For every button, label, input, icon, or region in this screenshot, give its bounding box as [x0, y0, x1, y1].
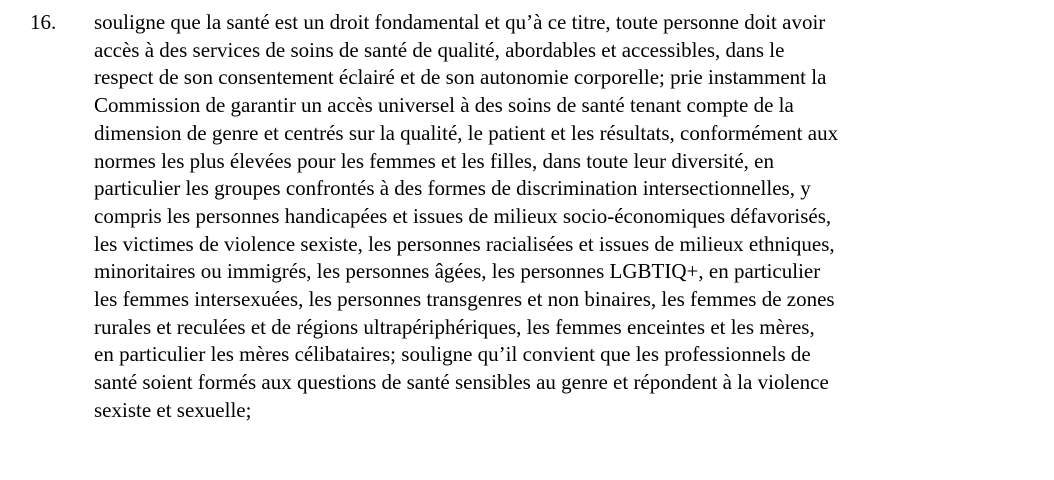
text-line: dimension de genre et centrés sur la qualité, le patient et les résultats, conformément aux [94, 120, 839, 145]
text-line: particulier les groupes confrontés à des formes de discrimination intersectionnelles, y [94, 176, 811, 201]
text-line: les victimes de violence sexiste, les personnes racialisées et issues de milieux ethniques, [94, 231, 835, 256]
text-line: normes les plus élevées pour les femmes et les filles, dans toute leur diversité, en [94, 148, 774, 173]
text-line: minoritaires ou immigrés, les personnes âgées, les personnes LGBTIQ+, en particulier [94, 259, 821, 284]
text-line: Commission de garantir un accès universel à des soins de santé tenant compte de la [94, 93, 794, 118]
paragraph-text [94, 9, 994, 425]
text-line: rurales et reculées et de régions ultrapériphériques, les femmes enceintes et les mères, [94, 314, 815, 339]
paragraph-number: 16. [30, 10, 57, 34]
text-line: respect de son consentement éclairé et de son autonomie corporelle; prie instamment la [94, 65, 827, 90]
text-line: compris les personnes handicapées et issues de milieux socio-économiques défavorisés, [94, 203, 832, 228]
numbered-paragraph [30, 9, 1054, 425]
text-line: accès à des services de soins de santé de qualité, abordables et accessibles, dans le [94, 37, 785, 62]
text-line: les femmes intersexuées, les personnes transgenres et non binaires, les femmes de zones [94, 287, 835, 312]
text-line: santé soient formés aux questions de santé sensibles au genre et répondent à la violence [94, 370, 829, 395]
text-line: souligne que la santé est un droit fondamental et qu’à ce titre, toute personne doit avoir [94, 10, 826, 34]
text-line: en particulier les mères célibataires; souligne qu’il convient que les professionnels de [94, 342, 811, 367]
text-line: sexiste et sexuelle; [94, 397, 252, 422]
